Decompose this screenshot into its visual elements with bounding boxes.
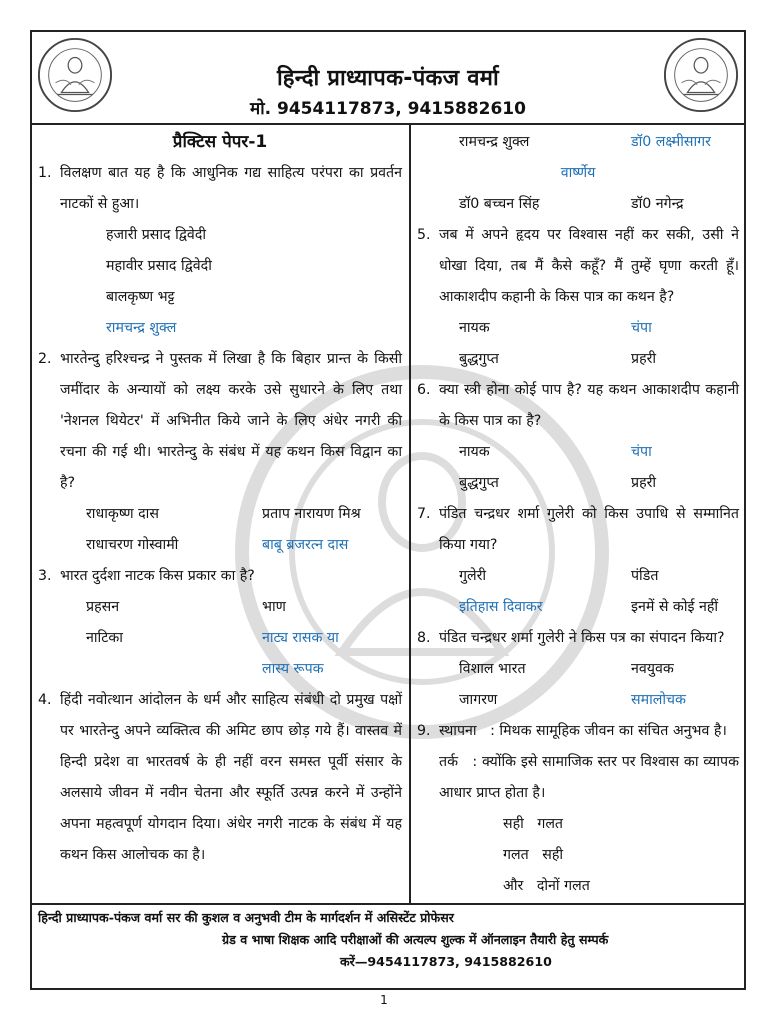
footer-line-2: ग्रेड व भाषा शिक्षक आदि परीक्षाओं की अत्यल्प शुल्क में ऑनलाइन तैयारी हेतु सम्पर्क [222,932,609,947]
question-number: 7. [417,506,431,522]
page-number: 1 [380,993,388,1007]
choice: और दोनों गलत [503,878,590,894]
answer-option: नाट्य रासक या [262,630,339,646]
option: महावीर प्रसाद द्विवेदी [106,258,212,274]
option-row [38,623,402,654]
question-6 [417,375,739,437]
option-row [417,313,739,344]
option-row [417,127,739,158]
option-row [417,437,739,468]
footer-line-1: हिन्दी प्राध्यापक-पंकज वर्मा सर की कुशल व अनुभवी टीम के मार्गदर्शन में असिस्टेंट प्रोफेसर [38,910,454,925]
option-row [417,685,739,716]
question-number: 9. [417,723,431,739]
reason-text: तर्क : क्योंकि इसे सामाजिक स्तर पर विश्वास का व्यापक आधार प्राप्त होता है। [439,754,744,801]
option: डॉ0 नगेन्द्र [631,196,684,212]
option: नाटिका [86,630,123,646]
question-9 [417,716,739,747]
choice: गलत सही [503,847,564,863]
statement-text: स्थापना : मिथक सामूहिक जीवन का संचित अनुभव है। [439,723,727,739]
option-row [417,592,739,623]
option: बुद्धगुप्त [459,475,499,491]
option: पंडित [631,568,659,584]
option-row [417,468,739,499]
question-text: विलक्षण बात यह है कि आधुनिक गद्य साहित्य परंपरा का प्रवर्तन नाटकों से हुआ। [60,165,402,212]
option: भाण [262,599,286,615]
option: राधाकृष्ण दास [86,506,159,522]
footer-contact-line: करें—9454117873, 9415882610 [340,954,552,969]
option: बालकृष्ण भट्ट [106,289,175,305]
question-number: 3. [38,568,52,584]
option: रामचन्द्र शुक्ल [459,134,530,150]
right-column [417,127,744,902]
option: प्रहरी [631,351,657,367]
option: प्रहसन [86,599,120,615]
answer-continuation: लास्य रूपक [262,661,324,677]
question-text: क्या स्त्री होना कोई पाप है? यह कथन आकाशदीप कहानी के किस पात्र का है? [439,382,739,429]
page-header [32,32,744,125]
answer-option: समालोचक [631,692,686,708]
question-4 [38,685,402,871]
option: डॉ0 बच्चन सिंह [459,196,540,212]
option: प्रहरी [631,475,657,491]
answer-option: डॉ0 लक्ष्मीसागर [631,134,711,150]
question-8 [417,623,739,654]
option: नायक [459,444,490,460]
option: गुलेरी [459,568,487,584]
option: नवयुवक [631,661,674,677]
option: प्रताप नारायण मिश्र [262,506,361,522]
page-frame [30,30,746,990]
question-2 [38,344,402,499]
option-row [38,499,402,530]
question-text: हिंदी नवोत्थान आंदोलन के धर्म और साहित्य संबंधी दो प्रमुख पक्षों पर भारतेन्दु अपने व्यक्तित्व की अमिट छाप छोड़ गये हैं। वास्तव में हिन्दी प्रदेश वा भारतवर्ष के ही नहीं वरन समस्त पूर्वी संसार के अलसाये जीवन में नवीन चेतना और स्फूर्ति उत्पन्न करने में उन्होंने अपना महत्वपूर्ण योगदान दिया। अंधेर नगरी नाटक के संबंध में यह कथन किस आलोचक का है। [60,692,402,863]
question-7 [417,499,739,561]
question-text: जब में अपने हृदय पर विश्वास नहीं कर सकी, उसी ने धोखा दिया, तब मैं कैसे कहूँ? मैं तुम्हें घृणा करती हूँ। आकाशदीप कहानी के किस पात्र का कथन है? [439,227,739,305]
question-text: पंडित चन्द्रधर शर्मा गुलेरी को किस उपाधि से सम्मानित किया गया? [439,506,739,553]
option: नायक [459,320,490,336]
question-text: भारतेन्दु हरिश्चन्द्र ने पुस्तक में लिखा है कि बिहार प्रान्त के किसी जमींदार के अन्यायों को लक्ष्य करके उसे सुधारने के लिए तथा 'नेशनल थियेटर' में अभिनीत किये जाने के लिए अंधेर नगरी की रचना की गई थी। भारतेन्दु के संबंध में यह कथन किस विद्वान का है? [60,351,402,491]
question-text: पंडित चन्द्रधर शर्मा गुलेरी ने किस पत्र का संपादन किया? [439,630,725,646]
question-text: भारत दुर्दशा नाटक किस प्रकार का है? [60,568,255,584]
answer-option: इतिहास दिवाकर [459,599,543,615]
answer-option: बाबू ब्रजरत्न दास [262,537,349,553]
question-number: 2. [38,351,52,367]
option: राधाचरण गोस्वामी [86,537,179,553]
question-number: 4. [38,692,52,708]
left-column [38,127,402,871]
option: हजारी प्रसाद द्विवेदी [106,227,207,243]
option: विशाल भारत [459,661,526,677]
option-row [417,344,739,375]
option: बुद्धगुप्त [459,351,499,367]
answer-option: चंपा [631,444,652,460]
option-row [38,592,402,623]
header-phone: मो. 9454117873, 9415882610 [250,99,526,119]
question-number: 1. [38,165,52,181]
option-row [417,561,739,592]
question-5 [417,220,739,313]
answer-option: चंपा [631,320,652,336]
answer-option: रामचन्द्र शुक्ल [106,320,177,336]
choice: सही गलत [503,816,564,832]
option-row [417,654,739,685]
header-title: हिन्दी प्राध्यापक-पंकज वर्मा [277,66,499,91]
option-row [38,530,402,561]
saraswati-seal-logo-right [662,36,740,114]
page-footer [32,903,744,990]
option-row [417,189,739,220]
option: इनमें से कोई नहीं [631,599,719,615]
answer-continuation: वार्ष्णेय [560,165,596,181]
question-3 [38,561,402,592]
question-1 [38,158,402,220]
column-divider [409,123,411,903]
paper-title: प्रैक्टिस पेपर-1 [172,132,268,152]
option: जागरण [459,692,498,708]
question-number: 6. [417,382,431,398]
question-number: 8. [417,630,431,646]
question-number: 5. [417,227,431,243]
